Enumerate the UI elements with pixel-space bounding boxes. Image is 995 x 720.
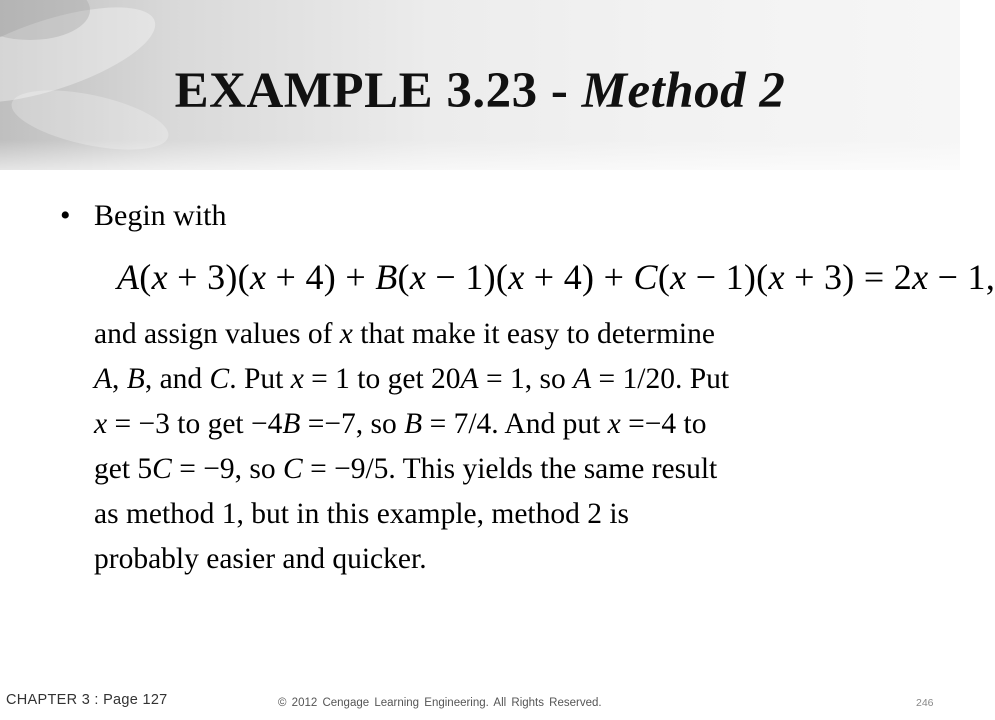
body-line: A, B, and C. Put x = 1 to get 20A = 1, so A = 1/20. Put <box>94 363 730 395</box>
title-method: Method 2 <box>581 63 786 119</box>
body-line: and assign values of x that make it easy to determine <box>94 318 715 350</box>
body-line: as method 1, but in this example, method 2 is <box>94 498 630 530</box>
title-main: EXAMPLE 3.23 - <box>174 63 582 119</box>
body-line: x = −3 to get −4B =−7, so B = 7/4. And put x =−4 to <box>94 408 707 440</box>
header-fade <box>0 140 960 170</box>
footer-copyright: © 2012 Cengage Learning Engineering. All Rights Reserved. <box>278 697 602 709</box>
slide-title <box>0 62 960 120</box>
footer-slide-number: 246 <box>916 697 934 709</box>
body-line: probably easier and quicker. <box>94 543 427 575</box>
body-text <box>94 312 924 582</box>
footer-chapter: CHAPTER 3 : Page 127 <box>6 692 168 708</box>
bullet-dot-icon: • <box>60 199 71 232</box>
bullet-item <box>60 199 227 233</box>
body-line: get 5C = −9, so C = −9/5. This yields the same result <box>94 453 718 485</box>
equation: A(x + 3)(x + 4) + B(x − 1)(x + 4) + C(x − 1)(x + 3) = 2x − 1, <box>117 257 995 297</box>
bullet-text: Begin with <box>94 199 227 232</box>
